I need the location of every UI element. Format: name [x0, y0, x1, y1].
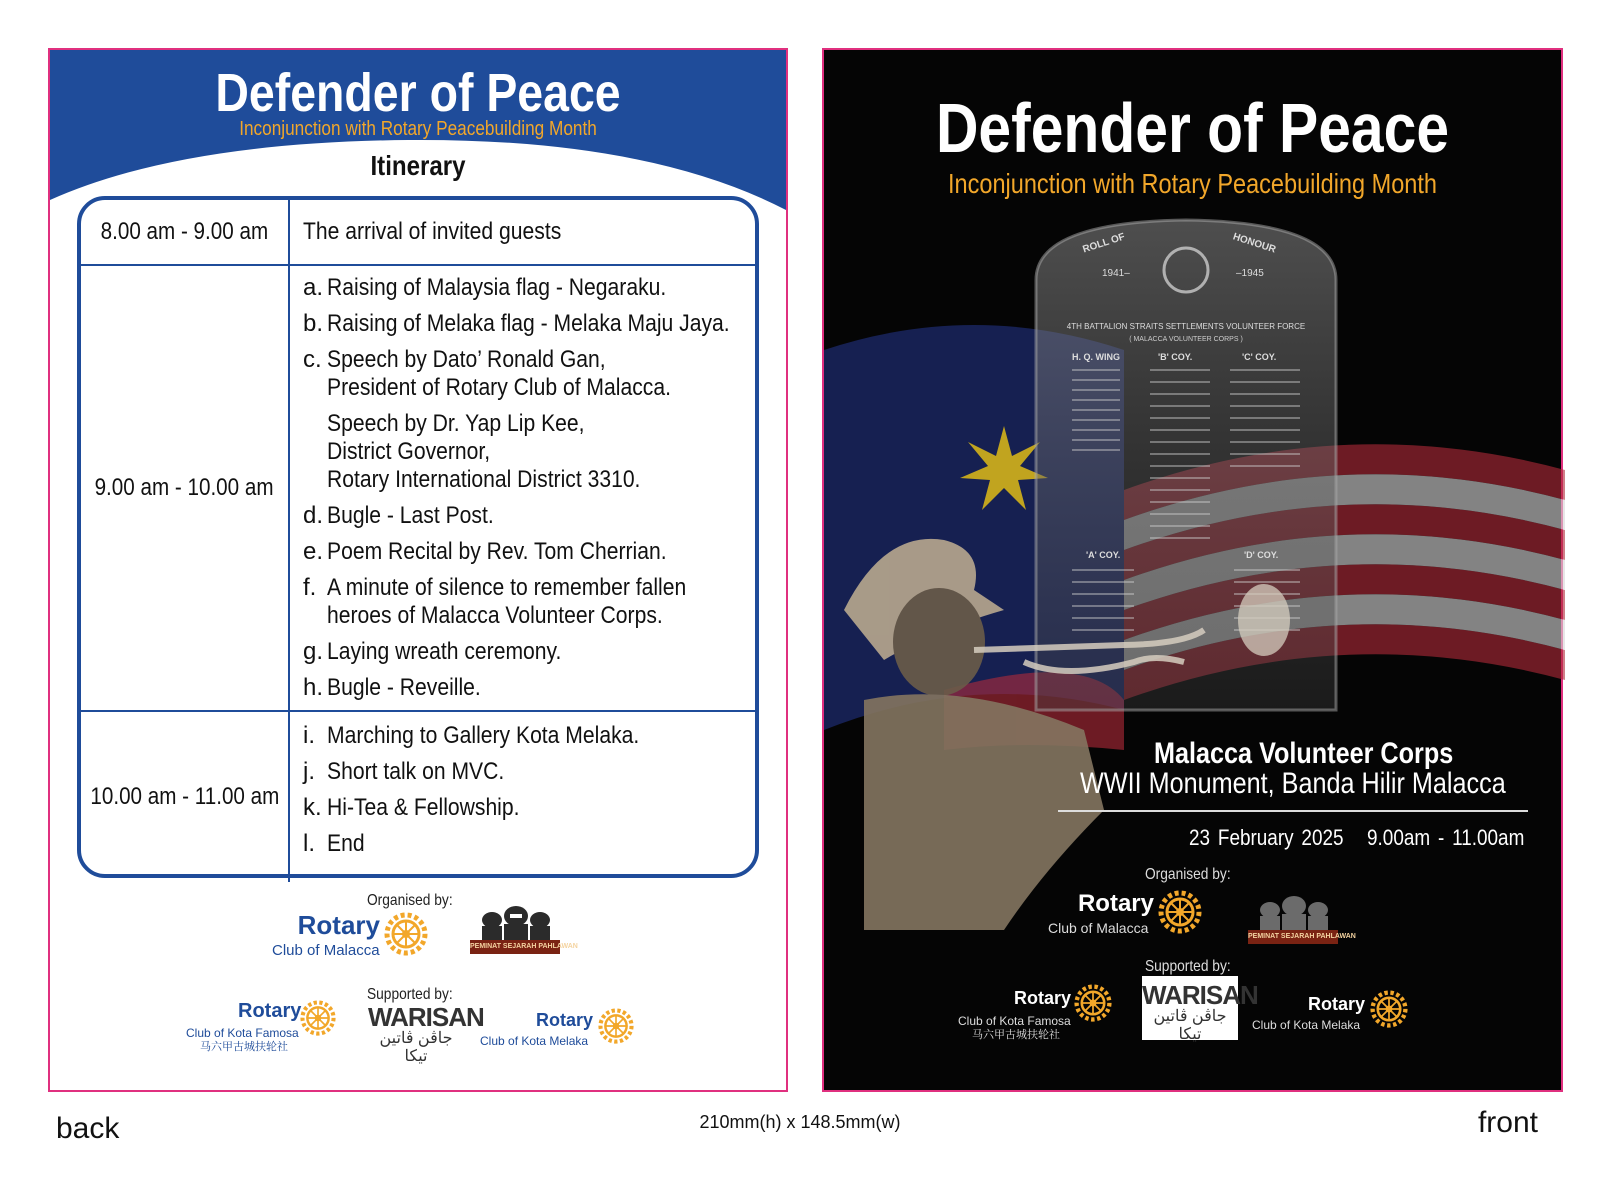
rotary-kota-melaka-logo: Rotary Club of Kota Melaka — [1252, 994, 1412, 1034]
front-label: front — [1477, 1106, 1538, 1139]
front-panel — [822, 48, 1563, 1092]
time-cell: 9.00 am - 10.00 am — [95, 474, 274, 501]
plaque-col-a: 'A' COY. — [1086, 550, 1121, 560]
rotary-wheel-icon — [1074, 984, 1112, 1022]
itinerary-row — [81, 264, 755, 710]
rotary-wheel-icon — [598, 1008, 634, 1044]
rotary-kota-melaka-logo: Rotary Club of Kota Melaka — [480, 1010, 640, 1050]
plaque-col-b: 'B' COY. — [1158, 352, 1193, 362]
time-cell: 8.00 am - 9.00 am — [100, 218, 269, 245]
time-cell: 10.00 am - 11.00 am — [90, 783, 279, 810]
event-time: 9.00am - 11.00am — [1367, 825, 1525, 850]
plaque-year-end: –1945 — [1236, 268, 1264, 279]
supported-by-label: Supported by: — [1145, 958, 1231, 975]
rotary-wheel-icon — [1370, 990, 1408, 1028]
rotary-malacca-logo: Rotary Club of Malacca — [1048, 890, 1208, 942]
peminat-sejarah-pahlawan-logo: PEMINAT SEJARAH PAHLAWAN — [470, 900, 560, 954]
itinerary-heading: Itinerary — [370, 150, 466, 181]
rotary-wheel-icon — [300, 1000, 336, 1036]
venue-name: Malacca Volunteer Corps — [1154, 737, 1454, 770]
itinerary-table — [77, 196, 759, 878]
front-title: Defender of Peace — [935, 89, 1450, 167]
back-panel — [48, 48, 788, 1092]
divider — [1058, 810, 1528, 812]
back-subtitle: Inconjunction with Rotary Peacebuilding Month — [239, 118, 597, 140]
rotary-malacca-logo: Rotary Club of Malacca — [272, 910, 432, 962]
activity-cell: i. Marching to Gallery Kota Melaka. j. Short talk on MVC. k. Hi-Tea & Fellowship. l. End — [303, 722, 640, 857]
supported-by-label: Supported by: — [367, 986, 453, 1003]
rotary-kota-famosa-logo: Rotary Club of Kota Famosa 马六甲古城扶轮社 — [186, 1000, 346, 1052]
warisan-logo: WARISAN جاڤن ڤاتين تيکا — [368, 1002, 484, 1065]
plaque-col-d: 'D' COY. — [1244, 550, 1279, 560]
soldiers-icon — [1248, 890, 1338, 932]
back-title: Defender of Peace — [215, 63, 621, 123]
plaque-col-c: 'C' COY. — [1242, 352, 1277, 362]
front-subtitle: Inconjunction with Rotary Peacebuilding Month — [948, 168, 1437, 199]
peminat-sejarah-pahlawan-logo: PEMINAT SEJARAH PAHLAWAN — [1248, 890, 1338, 944]
plaque-roll-text: ROLL OF — [1081, 231, 1127, 256]
venue-place: WWII Monument, Banda Hilir Malacca — [1080, 767, 1506, 800]
warisan-logo: WARISAN جاڤن ڤاتين تيکا — [1142, 976, 1238, 1040]
plaque-year-start: 1941– — [1102, 268, 1130, 279]
event-datetime — [1189, 825, 1524, 851]
plaque-corps: ( MALACCA VOLUNTEER CORPS ) — [1129, 336, 1243, 343]
rotary-kota-famosa-logo: Rotary Club of Kota Famosa 马六甲古城扶轮社 — [958, 988, 1118, 1040]
organised-by-label: Organised by: — [1145, 866, 1231, 883]
plaque-col-hq: H. Q. WING — [1072, 352, 1120, 362]
dimensions-label: 210mm(h) x 148.5mm(w) — [699, 1112, 901, 1132]
rotary-wheel-icon — [1158, 890, 1202, 934]
soldiers-icon — [470, 900, 560, 942]
itinerary-row — [81, 710, 755, 882]
activity-cell: a. Raising of Malaysia flag - Negaraku. b. Raising of Melaka flag - Melaka Maju Jaya. c. Speech by Dato’ Ronald Gan, President of Rotary Club of Malacca. Speech by Dr. Yap Lip Kee, District Governor, Rotary International District 3310. d. Bugle - Last Post. e. Poem Recital by Rev. Tom Cherrian. f. A minute of silence to remember fallen heroes of Malacca Volunteer Corps. g. Laying wreath ceremony. h. Bugle - Reveille. — [303, 274, 730, 701]
itinerary-row — [81, 200, 755, 264]
rotary-wheel-icon — [384, 912, 428, 956]
event-date: 23 February 2025 — [1189, 825, 1344, 850]
activity-cell: The arrival of invited guests — [303, 218, 562, 245]
back-label: back — [56, 1112, 120, 1145]
plaque-honour-text: HONOUR — [1231, 231, 1278, 256]
organised-by-label: Organised by: — [367, 892, 453, 909]
plaque-battalion: 4TH BATTALION STRAITS SETTLEMENTS VOLUNTEER FORCE — [1066, 322, 1306, 331]
